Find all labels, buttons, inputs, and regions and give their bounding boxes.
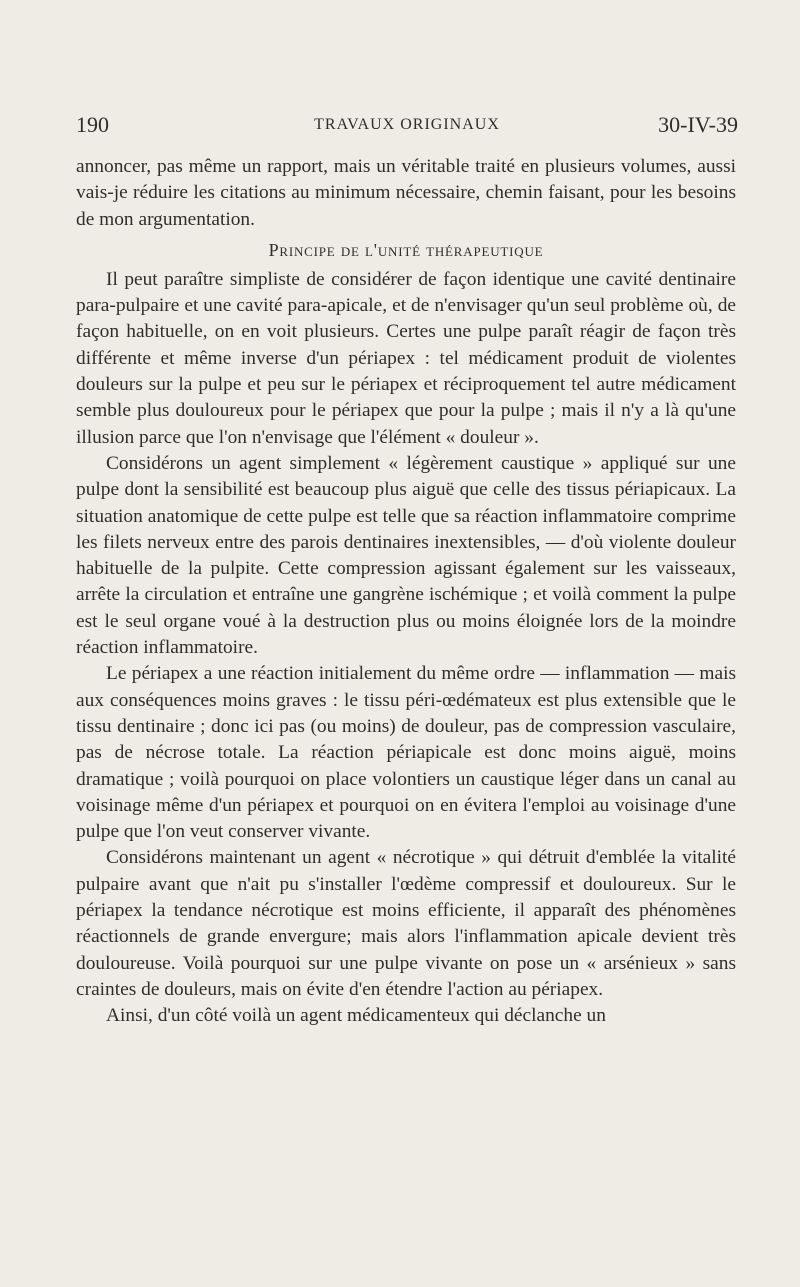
paragraph: Il peut paraître simpliste de considérer de façon identique une cavité dentinaire para-pulpaire et une cavité para-apicale, et de n'envisager qu'un seul problème où, de façon habituelle, on en voit plusieurs. Certes une pulpe paraît réagir de façon très différente et même inverse d'un périapex : tel médicament produit de violentes douleurs sur la pulpe et peu sur le périapex et réciproquement tel autre médicament semble plus douloureux pour le périapex que pour la pulpe ; mais il n'y a là qu'une illusion parce que l'on n'envisage que l'élément « douleur ». xyxy=(76,268,736,448)
paragraph-continuation: annoncer, pas même un rapport, mais un véritable traité en plusieurs volumes, aussi vais-je réduire les citations au minimum nécessaire, chemin faisant, pour les besoins de mon argumentation. xyxy=(76,156,736,230)
running-head xyxy=(76,112,738,142)
paragraph-last: Ainsi, d'un côté voilà un agent médicamenteux qui déclanche un xyxy=(106,1005,606,1027)
page-number: 190 xyxy=(76,112,109,137)
section-heading: Principe de l'unité thérapeutique xyxy=(268,239,544,260)
running-title: TRAVAUX ORIGINAUX xyxy=(314,116,500,133)
paragraph: Considérons maintenant un agent « nécrotique » qui détruit d'emblée la vitalité pulpaire avant que n'ait pu s'installer l'œdème compressif et douloureux. Sur le périapex la tendance nécrotique est moins efficiente, il apparaît des phénomènes réactionnels de grande envergure; mais alors l'inflammation apicale devient très douloureuse. Voilà pourquoi sur une pulpe vivante on pose un « arsénieux » sans craintes de douleurs, mais on évite d'en étendre l'action au périapex. xyxy=(76,847,736,1000)
body-text xyxy=(76,154,736,1030)
issue-date: 30-IV-39 xyxy=(658,112,738,137)
paragraph: Le périapex a une réaction initialement du même ordre — inflammation — mais aux conséquences moins graves : le tissu péri-œdémateux est plus extensible que le tissu dentinaire ; donc ici pas (ou moins) de douleur, pas de compression vasculaire, pas de nécrose totale. La réaction périapicale est donc moins aiguë, moins dramatique ; voilà pourquoi on place volontiers un caustique léger dans un canal au voisinage même d'un périapex et pourquoi on en évitera l'emploi au voisinage d'une pulpe que l'on veut conserver vivante. xyxy=(76,663,736,843)
paragraph: Considérons un agent simplement « légèrement caustique » appliqué sur une pulpe dont la sensibilité est beaucoup plus aiguë que celle des tissus périapicaux. La situation anatomique de cette pulpe est telle que sa réaction inflammatoire comprime les filets nerveux entre des parois dentinaires inextensibles, — d'où violente douleur habituelle de la pulpite. Cette compression agissant également sur les vaisseaux, arrête la circulation et entraîne une gangrène ischémique ; et voilà comment la pulpe est le seul organe voué à la destruction plus ou moins éloignée lors de la moindre réaction inflammatoire. xyxy=(76,452,736,659)
